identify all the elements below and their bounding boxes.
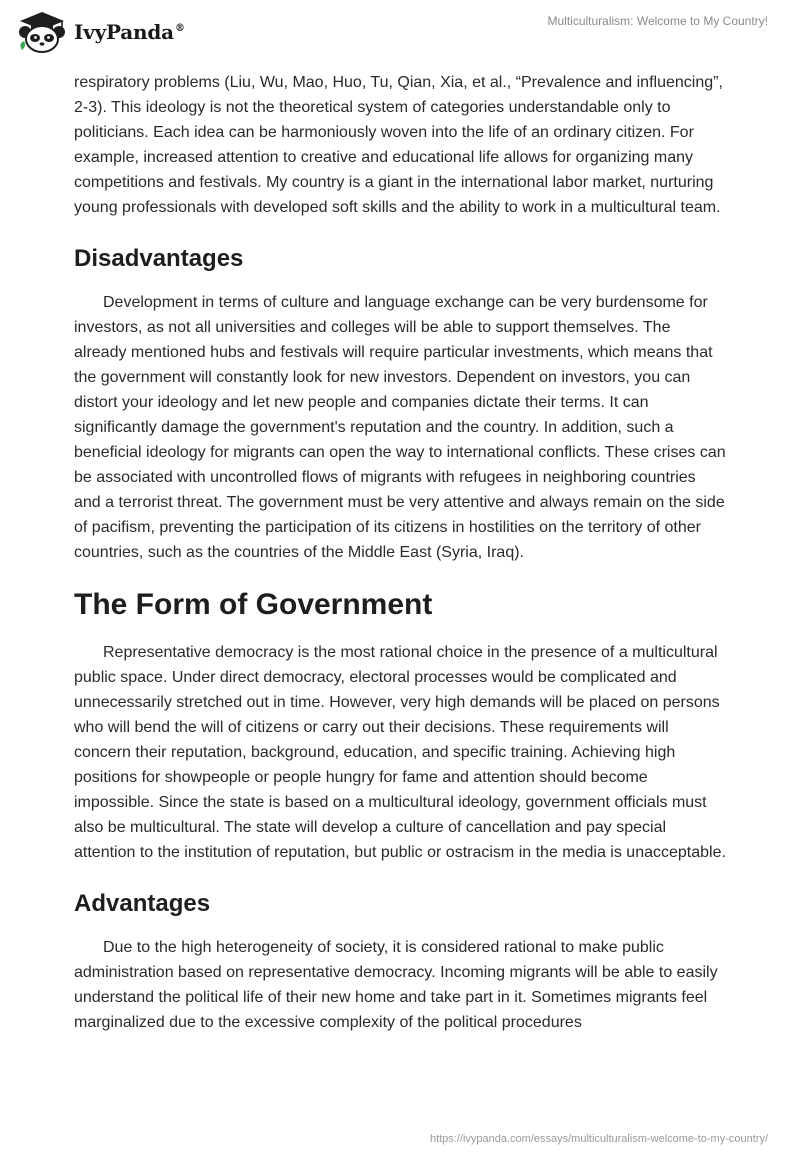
brand-name: IvyPanda® [74, 20, 185, 44]
source-url[interactable]: https://ivypanda.com/essays/multiculturalism-welcome-to-my-country/ [429, 1133, 768, 1145]
heading-form-of-government: The Form of Government [74, 588, 433, 621]
brand-logo[interactable] [16, 10, 185, 54]
heading-disadvantages: Disadvantages [74, 245, 244, 272]
paragraph-advantages: Due to the high heterogeneity of society, it is considered rational to make public administration based on representative democracy. Incoming migrants will be able to easily understand the political life of their new home and take part in it. Sometimes migrants feel marginalized due to the excessive complexity of the political procedures [74, 939, 718, 1031]
document-title: Multiculturalism: Welcome to My Country! [547, 14, 768, 28]
paragraph-form-of-government: Representative democracy is the most rational choice in the presence of a multicultural public space. Under direct democracy, electoral processes would be complicated and unnecessarily stretched out in time. However, very high demands will be placed on persons who will bend the will of citizens or carry out their decisions. These requirements will concern their reputation, background, education, and specific training. Achieving high positions for showpeople or people hungry for fame and attention should become impossible. Since the state is based on a multicultural ideology, government officials must also be multicultural. The state will develop a culture of cancellation and pay special attention to the institution of reputation, but public or ostracism in the media is unacceptable. [74, 644, 726, 861]
paragraph-intro: respiratory problems (Liu, Wu, Mao, Huo, Tu, Qian, Xia, et al., “Prevalence and influencing”, 2-3). This ideology is not the theoretical system of categories understandable only to politicians. Each idea can be harmoniously woven into the life of an ordinary citizen. For example, increased attention to creative and educational life allows for organizing many competitions and festivals. My country is a giant in the international labor market, nurturing young professionals with developed soft skills and the ability to work in a multicultural team. [74, 74, 723, 216]
paragraph-disadvantages: Development in terms of culture and language exchange can be very burdensome for investors, as not all universities and colleges will be able to support themselves. The already mentioned hubs and festivals will require particular investments, which means that the government will constantly look for new investors. Dependent on investors, you can distort your ideology and let new people and companies dictate their terms. It can significantly damage the government's reputation and the country. In addition, such a beneficial ideology for migrants can open the way to international conflicts. These crises can be associated with uncontrolled flows of migrants with refugees in neighboring countries and a terrorist threat. The government must be very attentive and always remain on the side of pacifism, preventing the participation of its citizens in hostilities on the territory of other countries, such as the countries of the Middle East (Syria, Iraq). [74, 294, 726, 561]
panda-graduate-icon [16, 10, 68, 54]
heading-advantages: Advantages [74, 890, 211, 917]
essay-content [74, 70, 726, 1035]
page-header [0, 0, 800, 64]
